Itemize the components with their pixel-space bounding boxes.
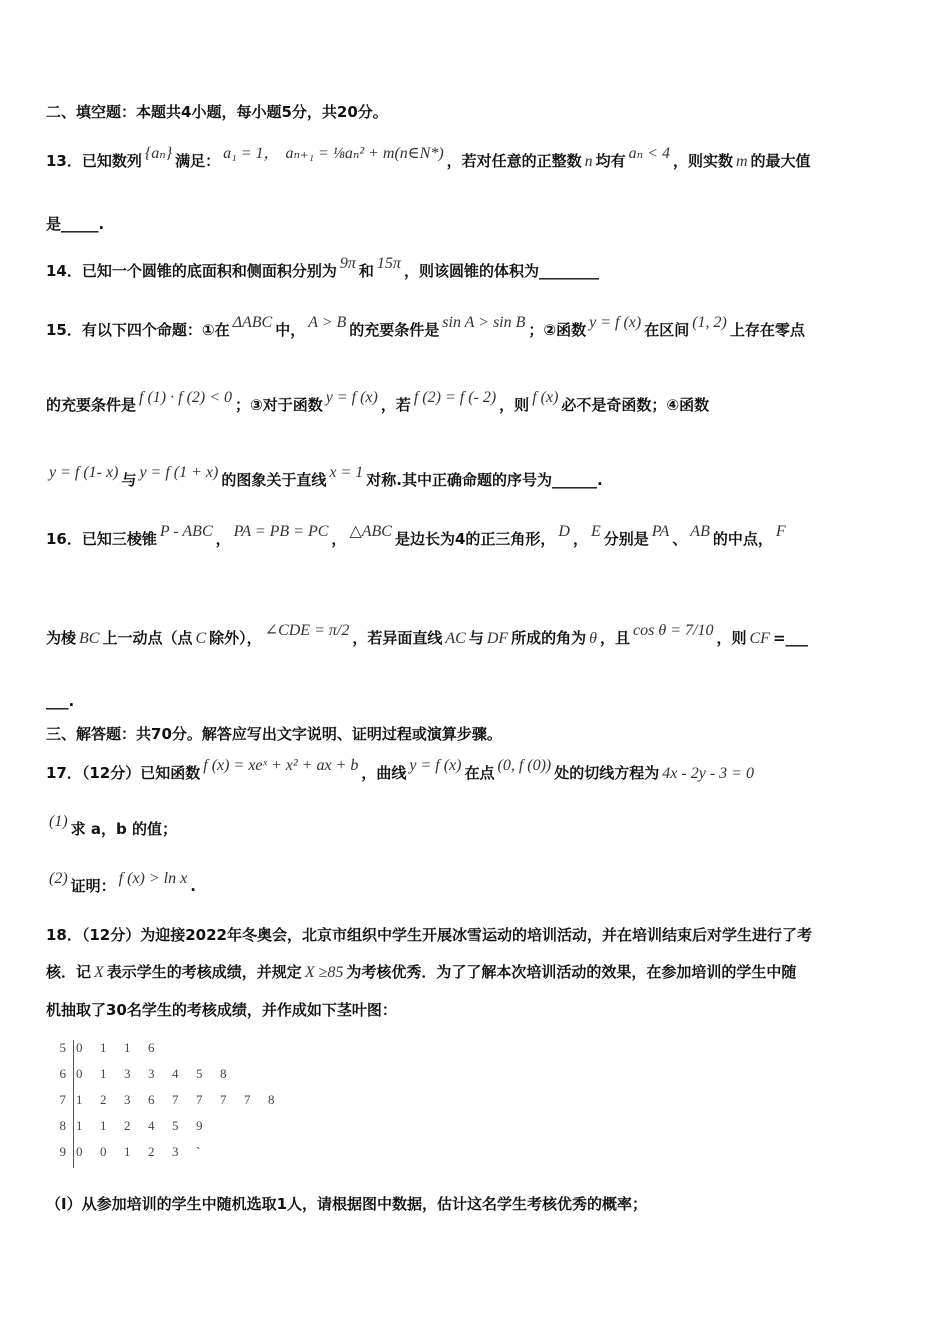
q16-math: AC: [445, 630, 466, 647]
question-17-part-2: [46, 870, 910, 898]
question-18-line-1: 18．（12分）为迎接2022年冬奥会，北京市组织中学生开展冰雪运动的培训活动，并在培训结束后对学生进行了考: [46, 926, 813, 944]
question-14: [46, 255, 910, 283]
leaf-value: 1: [100, 1040, 107, 1055]
leaf-value: 3: [172, 1144, 179, 1159]
q16-text: ，: [572, 530, 588, 548]
question-17-part-1: [46, 813, 910, 841]
q16-text: 为棱: [46, 629, 77, 647]
q16-text: =___: [772, 629, 809, 647]
q16-math: AB: [690, 523, 710, 540]
stem-leaf-plot: [52, 1040, 292, 1170]
q15-text: 中，: [275, 321, 306, 339]
question-16-line-3: ___.: [46, 692, 75, 710]
q16-math: θ: [589, 630, 598, 647]
leaf-value: 2: [100, 1092, 107, 1107]
q18-text: 表示学生的考核成绩，并规定: [106, 963, 302, 981]
q15-text: 15．有以下四个命题：①在: [46, 321, 230, 339]
q16-math: F: [775, 523, 786, 540]
question-13-line-1: [46, 145, 910, 173]
q15-math: ΔABC: [232, 314, 273, 331]
q17-math: y = f (x): [409, 757, 462, 774]
q13-text: 13．已知数列: [46, 152, 142, 170]
leaf-value: 1: [100, 1066, 107, 1081]
leaf-value: 2: [124, 1118, 131, 1133]
question-18-line-2: [46, 961, 910, 984]
leaf-value: 7: [220, 1092, 227, 1107]
answer-section-header: 三、解答题：共70分。解答应写出文字说明、证明过程或演算步骤。: [46, 725, 502, 743]
q15-text: 对称.其中正确命题的序号为______.: [366, 471, 603, 489]
leaf-value: 6: [148, 1092, 155, 1107]
q16-math: E: [591, 523, 601, 540]
q16-math: ∠CDE = π/2: [264, 622, 350, 639]
leaf-value: 6: [148, 1040, 155, 1055]
q16-text: 所成的角为: [511, 629, 587, 647]
leaf-values: [76, 1118, 220, 1134]
q14-text: ，则该圆锥的体积为________: [403, 262, 599, 280]
q16-text: 除外），: [209, 629, 262, 647]
q15-text: ；③对于函数: [235, 396, 323, 414]
q15-math: f (x): [532, 389, 559, 406]
q16-text: 分别是: [603, 530, 649, 548]
leaf-value: `: [196, 1144, 201, 1159]
q13-text: 的最大值: [750, 152, 811, 170]
question-16-line-2: [46, 622, 910, 650]
q17-math: 4x - 2y - 3 = 0: [662, 765, 754, 782]
q17-text: 17．（12分）已知函数: [46, 764, 201, 782]
q15-math: y = f (1- x): [49, 464, 119, 481]
q13-text: 满足：: [175, 152, 221, 170]
leaf-value: 7: [196, 1092, 203, 1107]
q16-math: PA = PB = PC: [233, 523, 329, 540]
q16-text: ，则: [716, 629, 747, 647]
q16-text: ，若异面直线: [352, 629, 443, 647]
leaf-value: 4: [148, 1118, 155, 1133]
q15-math: f (1) · f (2) < 0: [139, 389, 233, 406]
q15-math: y = f (x): [589, 314, 642, 331]
q15-math: y = f (x): [325, 389, 378, 406]
q16-math: CF: [749, 630, 770, 647]
q16-math: △ABC: [349, 523, 392, 540]
leaf-value: 0: [76, 1144, 83, 1159]
q13-math-recurrence: aₙ₊₁ = ⅛aₙ² + m(n∈N*): [285, 145, 444, 162]
stem-value: 7: [59, 1092, 66, 1107]
q14-text: 14．已知一个圆锥的底面积和侧面积分别为: [46, 262, 337, 280]
leaf-value: 5: [172, 1118, 179, 1133]
question-15-line-1: [46, 314, 910, 342]
q15-text: 在区间: [644, 321, 690, 339]
q13-math-bound: aₙ < 4: [628, 145, 670, 162]
question-16-line-1: [46, 523, 910, 551]
fill-blank-section-header: 二、填空题：本题共4小题，每小题5分，共20分。: [46, 103, 388, 121]
leaf-values: [76, 1092, 292, 1108]
stem-value: 9: [59, 1144, 66, 1159]
question-17: [46, 757, 910, 785]
stem-value: 8: [59, 1118, 66, 1133]
leaf-value: 5: [196, 1066, 203, 1081]
leaf-value: 3: [148, 1066, 155, 1081]
q16-text: 上一动点（点: [102, 629, 193, 647]
q15-text: 必不是奇函数；④函数: [561, 396, 710, 414]
q17-part-number: (2): [49, 870, 68, 887]
q15-math: x = 1: [329, 464, 364, 481]
q17-math: f (x) > ln x: [118, 870, 188, 887]
q13-math-m: m: [735, 153, 748, 170]
q13-math-n: n: [584, 153, 593, 170]
leaf-values: [76, 1066, 244, 1082]
q16-math: BC: [79, 630, 100, 647]
q15-math: (1, 2): [692, 314, 727, 331]
q16-text: ，: [331, 530, 347, 548]
question-13-line-2: 是_____.: [46, 215, 105, 233]
q16-math: PA: [651, 523, 670, 540]
q16-text: 、: [672, 530, 688, 548]
q13-math-sequence: {aₙ}: [144, 145, 173, 162]
q17-text: 在点: [464, 764, 495, 782]
leaf-value: 1: [76, 1092, 83, 1107]
leaf-value: 8: [220, 1066, 227, 1081]
q16-math: DF: [486, 630, 509, 647]
q15-math: A > B: [308, 314, 347, 331]
leaf-values: [76, 1040, 172, 1056]
q17-text: .: [190, 877, 196, 895]
leaf-value: 0: [76, 1066, 83, 1081]
q15-text: 的充要条件是: [46, 396, 137, 414]
q14-math-base-area: 9π: [339, 255, 356, 272]
q16-text: 16．已知三棱锥: [46, 530, 157, 548]
q17-math: (0, f (0)): [497, 757, 552, 774]
leaf-value: 8: [268, 1092, 275, 1107]
q18-math: X: [94, 964, 104, 981]
q17-text: 证明：: [70, 877, 116, 895]
q15-text: ，若: [380, 396, 411, 414]
q14-math-lateral-area: 15π: [376, 255, 401, 272]
leaf-value: 7: [244, 1092, 251, 1107]
leaf-value: 0: [100, 1144, 107, 1159]
leaf-value: 7: [172, 1092, 179, 1107]
q17-math: f (x) = xeˣ + x² + ax + b: [203, 757, 359, 774]
q16-math: C: [195, 630, 207, 647]
leaf-value: 3: [124, 1066, 131, 1081]
q16-math: P - ABC: [159, 523, 213, 540]
q18-text: 核．记: [46, 963, 92, 981]
q18-text: 为考核优秀．为了了解本次培训活动的效果，在参加培训的学生中随: [346, 963, 797, 981]
leaf-values: [76, 1144, 220, 1160]
leaf-value: 1: [124, 1144, 131, 1159]
leaf-value: 3: [124, 1092, 131, 1107]
q14-text: 和: [358, 262, 374, 280]
question-15-line-2: [46, 389, 910, 417]
leaf-value: 0: [76, 1040, 83, 1055]
q15-math: sin A > sin B: [442, 314, 526, 331]
q13-text: ，则实数: [672, 152, 733, 170]
q17-text: ，曲线: [361, 764, 407, 782]
q16-text: 的中点，: [712, 530, 773, 548]
leaf-value: 1: [76, 1118, 83, 1133]
q17-text: 求 a，b 的值；: [70, 820, 177, 838]
leaf-value: 2: [148, 1144, 155, 1159]
q15-text: ；②函数: [528, 321, 587, 339]
q13-text: 均有: [595, 152, 626, 170]
leaf-value: 1: [100, 1118, 107, 1133]
q15-text: 的充要条件是: [349, 321, 440, 339]
question-15-line-3: [46, 464, 910, 492]
q16-text: 是边长为4的正三角形，: [394, 530, 556, 548]
q16-text: 与: [468, 629, 484, 647]
q15-math: y = f (1 + x): [139, 464, 219, 481]
q15-text: 上存在零点: [729, 321, 805, 339]
q13-text: ，若对任意的正整数: [446, 152, 582, 170]
q16-math: D: [558, 523, 570, 540]
q15-text: ，则: [499, 396, 530, 414]
q15-text: 与: [121, 471, 137, 489]
q15-math: f (2) = f (- 2): [413, 389, 497, 406]
q15-text: 的图象关于直线: [221, 471, 327, 489]
leaf-value: 1: [124, 1040, 131, 1055]
q13-math-initial: a₁ = 1，: [223, 145, 280, 162]
q18-math: X ≥85: [304, 964, 344, 981]
question-18-line-3: 机抽取了30名学生的考核成绩，并作成如下茎叶图：: [46, 1001, 397, 1019]
leaf-value: 4: [172, 1066, 179, 1081]
question-18-part-1: （Ⅰ）从参加培训的学生中随机选取1人，请根据图中数据，估计这名学生考核优秀的概率；: [46, 1195, 648, 1213]
leaf-value: 9: [196, 1118, 203, 1133]
q17-text: 处的切线方程为: [554, 764, 660, 782]
q17-part-number: (1): [49, 813, 68, 830]
q16-text: ，且: [600, 629, 631, 647]
q16-text: ，: [215, 530, 231, 548]
q16-math: cos θ = 7/10: [633, 622, 714, 639]
stem-value: 6: [59, 1066, 66, 1081]
stem-value: 5: [59, 1040, 66, 1055]
